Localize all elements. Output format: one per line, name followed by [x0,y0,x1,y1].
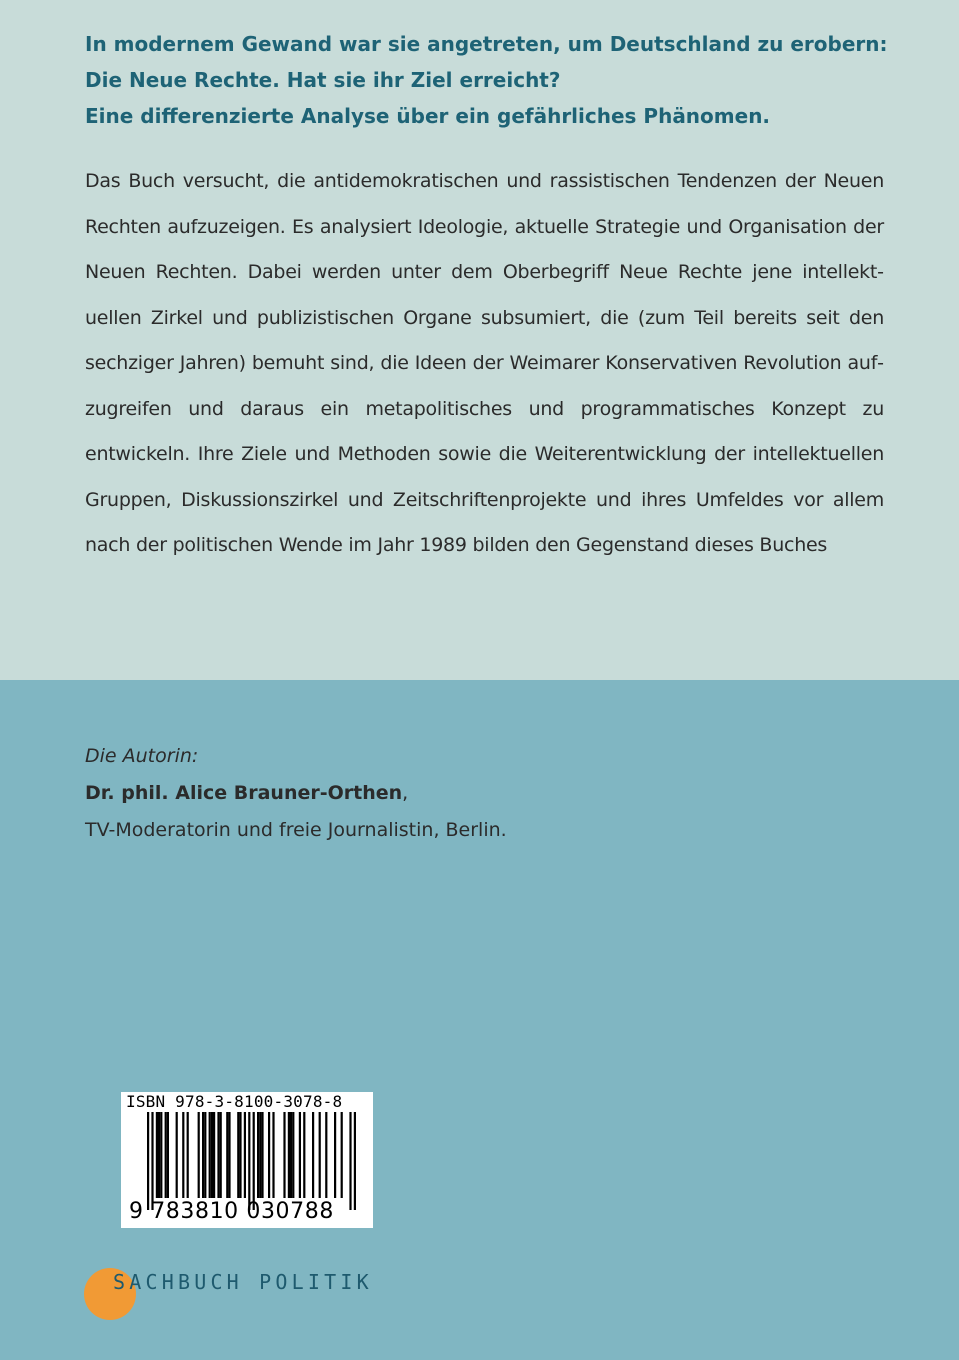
barcode-bar [209,1112,211,1198]
author-label: Die Autorin: [85,745,199,767]
author-name: Dr. phil. Alice Brauner-Orthen [85,782,403,804]
series-name: SACHBUCH POLITIK [113,1270,373,1294]
barcode-bar [167,1112,169,1198]
barcode-bar [244,1112,246,1198]
barcode-bar [239,1112,241,1198]
barcode-bar [160,1112,162,1198]
barcode [121,1092,373,1228]
barcode-bar [248,1112,250,1210]
barcode-bar [198,1112,200,1198]
barcode-bar [211,1112,213,1198]
barcode-bar [354,1112,356,1210]
ean-digits: 9 783810 030788 [129,1199,334,1224]
barcode-bar [292,1112,294,1198]
barcode-bar [268,1112,270,1198]
barcode-bar [319,1112,321,1198]
barcode-bar [220,1112,222,1198]
barcode-bar [156,1112,158,1198]
author-description: TV-Moderatorin und freie Journalistin, Berlin. [85,819,507,841]
headline-line-1: In modernem Gewand war sie angetreten, um Deutschland zu erobern: [85,32,888,56]
barcode-bar [325,1112,327,1198]
barcode-bar [237,1112,239,1198]
barcode-bar [187,1112,189,1198]
barcode-bar [158,1112,160,1198]
barcode-bar [290,1112,292,1198]
headline-line-2: Die Neue Rechte. Hat sie ihr Ziel erreicht? [85,68,561,92]
barcode-bar [228,1112,230,1198]
barcode-bar [217,1112,219,1198]
barcode-bar [334,1112,336,1198]
barcode-bar [299,1112,301,1198]
barcode-bar [349,1112,351,1210]
barcode-bar [213,1112,215,1198]
barcode-bar [226,1112,228,1198]
author-name-line [85,775,785,812]
barcode-bar [261,1112,263,1198]
barcode-bar [257,1112,259,1198]
barcode-bar [202,1112,204,1198]
barcode-bar [288,1112,290,1198]
book-description: Das Buch versucht, die antidemokratischen und rassistischen Tendenzen der Neuen Rechten aufzuzeigen. Es analysiert Ideologie, aktuelle Strategie und Organisation der Neuen Rechten. Dabei werden unter dem Oberbegriff Neue Rechte jene intellektuellen Zirkel und publizistischen Organe subsumiert, die (zum Teil bereits seit den sechziger Jahren) bemuht sind, die Ideen der Weimarer Konservativen Revolution aufzugreifen und daraus ein metapolitisches und programmatisches Konzept zu entwickeln. Ihre Ziele und Methoden sowie die Weiterentwicklung der intellektuellen Gruppen, Diskussionszirkel und Zeitschriftenprojekte und ihres Umfeldes vor allem nach der politischen Wende im Jahr 1989 bilden den Gegenstand dieses Buches [85,170,884,556]
barcode-bar [341,1112,343,1198]
barcode-bar [176,1112,178,1198]
barcode-bar [259,1112,261,1198]
isbn-text: ISBN 978-3-8100-3078-8 [126,1092,343,1111]
barcode-bar [272,1112,274,1198]
barcode-bar [147,1112,149,1210]
barcode-bar [204,1112,206,1198]
barcode-bar [303,1112,305,1198]
barcode-bar [253,1112,255,1210]
barcode-bar [165,1112,167,1198]
barcode-bar [151,1112,153,1210]
barcode-bar [312,1112,314,1198]
author-name-suffix: , [402,782,409,804]
headline [85,26,888,134]
barcode-bar [182,1112,184,1198]
author-block [85,738,785,849]
barcode-bar [283,1112,285,1198]
headline-line-3: Eine differenzierte Analyse über ein gefährliches Phänomen. [85,104,771,128]
